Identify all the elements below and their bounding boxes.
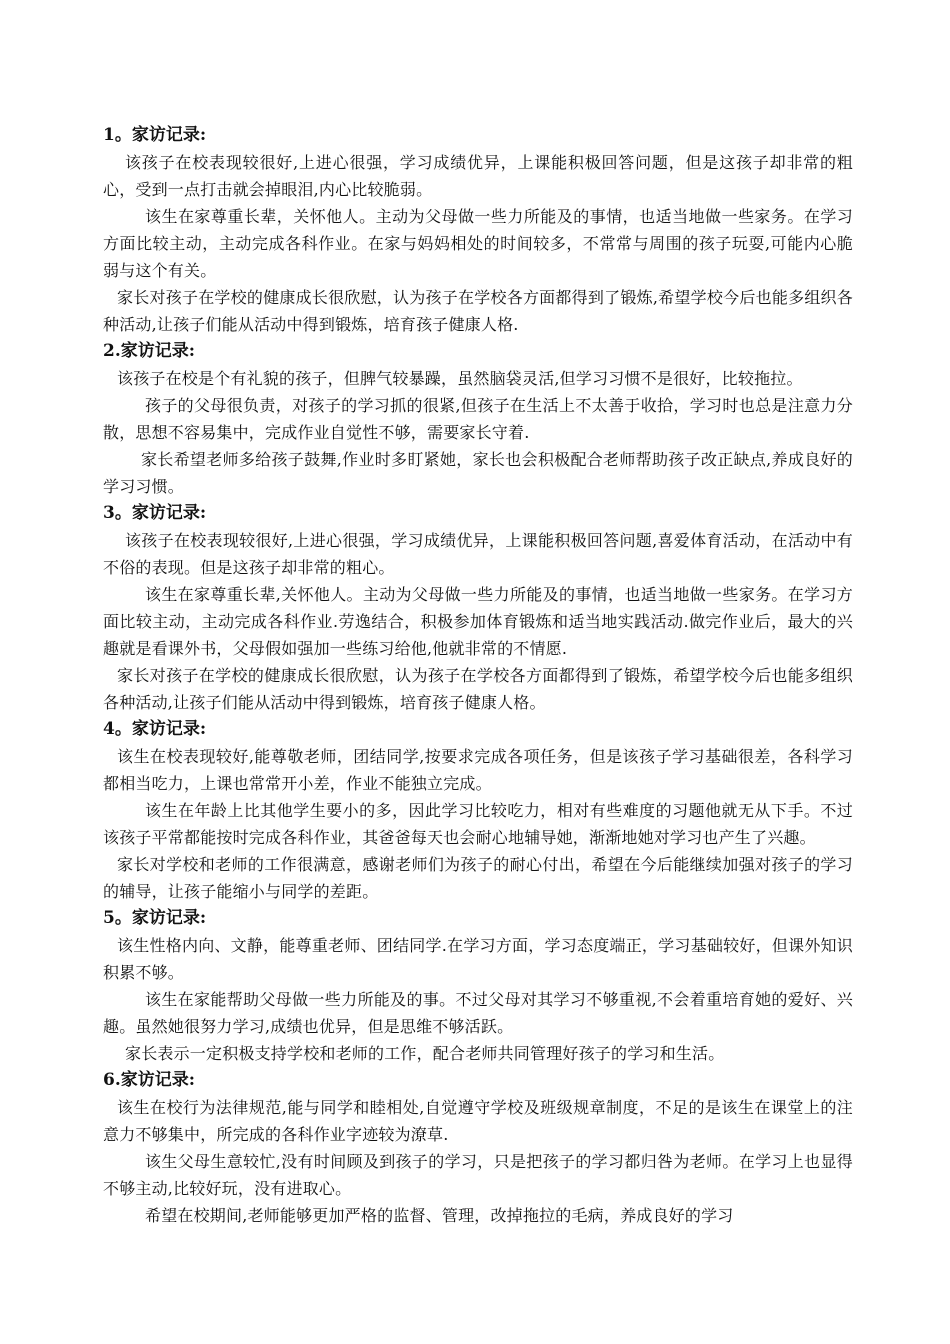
record-heading: 1。家访记录:	[103, 125, 207, 145]
record-paragraph: 家长希望老师多给孩子鼓舞,作业时多盯紧她，家长也会积极配合老师帮助孩子改正缺点,养成良好的学习习惯。	[103, 450, 853, 496]
record-heading: 2.家访记录:	[103, 341, 196, 361]
record-paragraph: 希望在校期间,老师能够更加严格的监督、管理，改掉拖拉的毛病，养成良好的学习	[145, 1206, 734, 1225]
record-paragraph: 家长对孩子在学校的健康成长很欣慰，认为孩子在学校各方面都得到了锻炼，希望学校今后也能多组织各种活动,让孩子们能从活动中得到锻炼，培育孩子健康人格。	[103, 666, 853, 712]
home-visit-record-2	[103, 338, 853, 500]
record-paragraph: 家长表示一定积极支持学校和老师的工作，配合老师共同管理好孩子的学习和生活。	[125, 1044, 725, 1063]
record-paragraph: 该生性格内向、文静，能尊重老师、团结同学.在学习方面，学习态度端正，学习基础较好，但课外知识积累不够。	[103, 936, 853, 982]
record-paragraph: 该孩子在校是个有礼貌的孩子，但脾气较暴躁，虽然脑袋灵活,但学习习惯不是很好，比较拖拉。	[117, 369, 803, 388]
record-paragraph: 该生在家尊重长辈,关怀他人。主动为父母做一些力所能及的事情，也适当地做一些家务。在学习方面比较主动，主动完成各科作业.劳逸结合，积极参加体育锻炼和适当地实践活动.做完作业后，最大的兴趣就是看课外书，父母假如强加一些练习给他,他就非常的不情愿.	[103, 585, 853, 658]
home-visit-record-5	[103, 905, 853, 1067]
document-page	[103, 122, 853, 1229]
record-paragraph: 该孩子在校表现较很好,上进心很强，学习成绩优异，上课能积极回答问题，但是这孩子却非常的粗心，受到一点打击就会掉眼泪,内心比较脆弱。	[103, 153, 853, 199]
home-visit-record-3	[103, 500, 853, 716]
record-paragraph: 该生在年龄上比其他学生要小的多，因此学习比较吃力，相对有些难度的习题他就无从下手。不过该孩子平常都能按时完成各科作业，其爸爸每天也会耐心地辅导她，渐渐地她对学习也产生了兴趣。	[103, 801, 853, 847]
record-paragraph: 孩子的父母很负责，对孩子的学习抓的很紧,但孩子在生活上不太善于收拾，学习时也总是注意力分散，思想不容易集中，完成作业自觉性不够，需要家长守着.	[103, 396, 853, 442]
home-visit-record-4	[103, 716, 853, 905]
record-paragraph: 该生父母生意较忙,没有时间顾及到孩子的学习，只是把孩子的学习都归咎为老师。在学习上也显得不够主动,比较好玩，没有进取心。	[103, 1152, 853, 1198]
record-paragraph: 该生在家尊重长辈，关怀他人。主动为父母做一些力所能及的事情，也适当地做一些家务。在学习方面比较主动，主动完成各科作业。在家与妈妈相处的时间较多，不常常与周围的孩子玩耍,可能内心脆弱与这个有关。	[103, 207, 853, 280]
record-heading: 5。家访记录:	[103, 908, 207, 928]
record-paragraph: 该生在家能帮助父母做一些力所能及的事。不过父母对其学习不够重视,不会着重培育她的爱好、兴趣。虽然她很努力学习,成绩也优异，但是思维不够活跃。	[103, 990, 853, 1036]
record-paragraph: 该生在校表现较好,能尊敬老师，团结同学,按要求完成各项任务，但是该孩子学习基础很差，各科学习都相当吃力，上课也常常开小差，作业不能独立完成。	[103, 747, 853, 793]
record-heading: 4。家访记录:	[103, 719, 207, 739]
record-paragraph: 该孩子在校表现较很好,上进心很强，学习成绩优异，上课能积极回答问题,喜爱体育活动，在活动中有不俗的表现。但是这孩子却非常的粗心。	[103, 531, 853, 577]
home-visit-record-6	[103, 1067, 853, 1229]
record-paragraph: 家长对学校和老师的工作很满意，感谢老师们为孩子的耐心付出，希望在今后能继续加强对孩子的学习的辅导，让孩子能缩小与同学的差距。	[103, 855, 853, 901]
record-paragraph: 家长对孩子在学校的健康成长很欣慰，认为孩子在学校各方面都得到了锻炼,希望学校今后也能多组织各种活动,让孩子们能从活动中得到锻炼，培育孩子健康人格.	[103, 288, 853, 334]
record-paragraph: 该生在校行为法律规范,能与同学和睦相处,自觉遵守学校及班级规章制度，不足的是该生在课堂上的注意力不够集中，所完成的各科作业字迹较为潦草.	[103, 1098, 853, 1144]
home-visit-record-1	[103, 122, 853, 338]
record-heading: 3。家访记录:	[103, 503, 207, 523]
record-heading: 6.家访记录:	[103, 1070, 196, 1090]
